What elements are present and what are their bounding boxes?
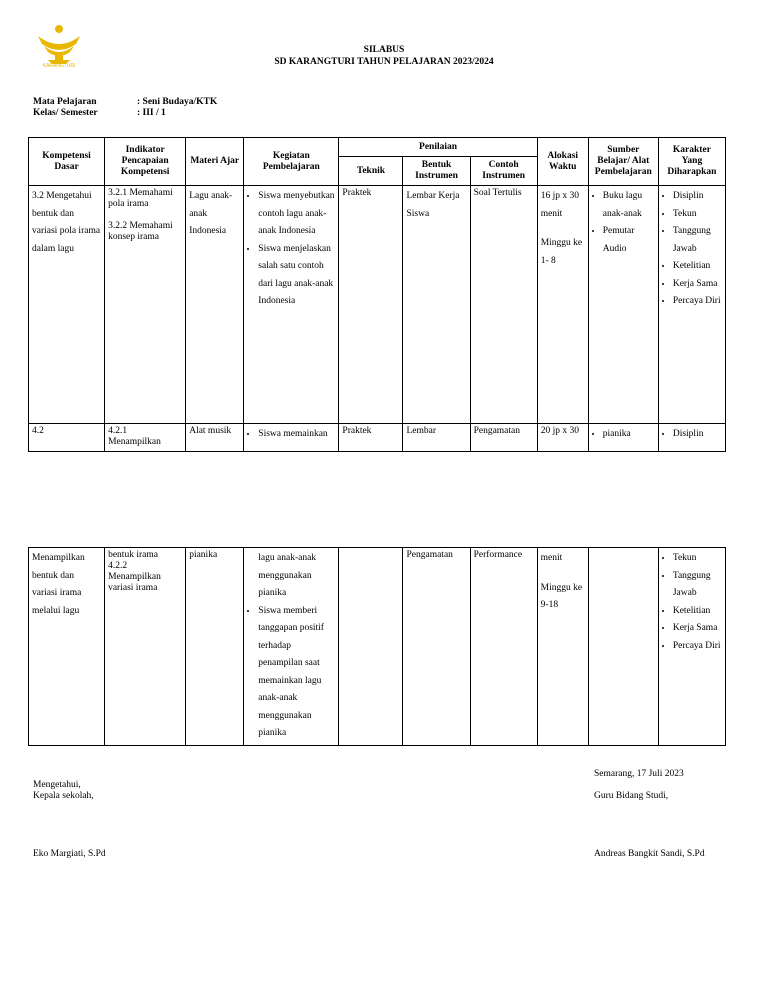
cell-teknik: Praktek <box>339 186 403 424</box>
header-kegiatan: Kegiatan Pembelajaran <box>244 138 339 186</box>
cell-teknik: Praktek <box>339 424 403 452</box>
list-item: • pianika <box>603 426 655 444</box>
bullet-list <box>662 188 722 311</box>
list-item: • Disiplin <box>673 426 722 444</box>
cell-kegiatan <box>244 186 339 424</box>
logo-label: KARANGTURI <box>42 63 76 69</box>
bullet-list <box>662 550 722 655</box>
footer-acknowledge: Mengetahui, <box>33 780 81 790</box>
header-teknik: Teknik <box>339 157 403 186</box>
list-item: • Siswa memberi tanggapan positif terhadap penampilan saat memainkan lagu anak-anak menggunakan pianika <box>258 603 335 743</box>
alokasi-week: Minggu ke 9-18 <box>540 582 583 610</box>
cell-ipk: 4.2.1 Menampilkan <box>105 424 186 452</box>
ipk-item: 3.2.2 Memahami konsep irama <box>108 221 173 242</box>
bullet-list <box>247 603 335 743</box>
alokasi-time: 16 jp x 30 menit <box>540 191 579 219</box>
list-item: • Tanggung Jawab <box>673 223 722 258</box>
kegiatan-continuation: lagu anak-anak menggunakan pianika <box>258 553 317 598</box>
cell-materi: Lagu anak-anak Indonesia <box>186 186 244 424</box>
list-item: • Kerja Sama <box>673 620 722 638</box>
list-item: • Percaya Diri <box>673 638 722 656</box>
footer-principal-role: Kepala sekolah, <box>33 791 94 801</box>
table-row <box>29 186 726 424</box>
doc-title: SILABUS <box>363 45 405 55</box>
subject-value: : Seni Budaya/KTK <box>137 97 218 107</box>
syllabus-table-page2 <box>28 547 726 746</box>
class-label: Kelas/ Semester <box>33 108 98 118</box>
header-sumber: Sumber Belajar/ Alat Pembelajaran <box>588 138 658 186</box>
cell-bentuk: Pengamatan <box>403 548 470 746</box>
cell-karakter <box>658 424 725 452</box>
cell-sumber <box>588 424 658 452</box>
cell-karakter <box>658 186 725 424</box>
list-item: • Tekun <box>673 206 722 224</box>
bullet-list <box>662 426 722 444</box>
header-karakter: Karakter Yang Diharapkan <box>658 138 725 186</box>
header-kd: Kompetensi Dasar <box>29 138 105 186</box>
cell-kd: 3.2 Mengetahui bentuk dan variasi pola irama dalam lagu <box>29 186 105 424</box>
header-bentuk: Bentuk Instrumen <box>403 157 470 186</box>
list-item: • Percaya Diri <box>673 293 722 311</box>
footer-date: Semarang, 17 Juli 2023 <box>594 769 684 779</box>
table-row <box>29 424 726 452</box>
footer-teacher-name: Andreas Bangkit Sandi, S.Pd <box>594 849 705 859</box>
cell-alokasi <box>537 548 588 746</box>
cell-contoh: Soal Tertulis <box>470 186 537 424</box>
list-item: • Kerja Sama <box>673 276 722 294</box>
list-item: • Siswa menyebutkan contoh lagu anak-anak Indonesia <box>258 188 335 241</box>
header-penilaian: Penilaian <box>339 138 537 157</box>
ipk-item: 3.2.1 Memahami pola irama <box>108 188 173 209</box>
bullet-list <box>247 188 335 311</box>
cell-contoh: Performance <box>470 548 537 746</box>
bullet-list <box>247 426 335 444</box>
cell-alokasi: 20 jp x 30 <box>537 424 588 452</box>
alokasi-week: Minggu ke 1- 8 <box>540 238 583 266</box>
ipk-item: 4.2.2 Menampilkan variasi irama <box>108 561 161 593</box>
cell-kd: 4.2 <box>29 424 105 452</box>
bullet-list <box>592 426 655 444</box>
list-item: • Siswa memainkan <box>258 426 335 444</box>
cell-sumber <box>588 186 658 424</box>
list-item: • Tanggung Jawab <box>673 568 722 603</box>
cell-karakter <box>658 548 725 746</box>
list-item: • Disiplin <box>673 188 722 206</box>
cell-kd: Menampilkan bentuk dan variasi irama melalui lagu <box>29 548 105 746</box>
header-alokasi: Alokasi Waktu <box>537 138 588 186</box>
bullet-list <box>592 188 655 258</box>
cell-sumber <box>588 548 658 746</box>
list-item: • Ketelitian <box>673 603 722 621</box>
ipk-item: bentuk irama <box>108 550 158 560</box>
list-item: • Buku lagu anak-anak <box>603 188 655 223</box>
cell-bentuk: Lembar Kerja Siswa <box>403 186 470 424</box>
cell-materi: pianika <box>186 548 244 746</box>
list-item: • Pemutar Audio <box>603 223 655 258</box>
footer-principal-name: Eko Margiati, S.Pd <box>33 849 106 859</box>
footer-teacher-role: Guru Bidang Studi, <box>594 791 669 801</box>
cell-kegiatan <box>244 548 339 746</box>
cell-ipk <box>105 548 186 746</box>
header-contoh: Contoh Instrumen <box>470 157 537 186</box>
cell-contoh: Pengamatan <box>470 424 537 452</box>
table-row <box>29 548 726 746</box>
doc-subtitle: SD KARANGTURI TAHUN PELAJARAN 2023/2024 <box>274 57 494 67</box>
cell-materi: Alat musik <box>186 424 244 452</box>
class-value: : III / 1 <box>137 108 166 118</box>
cell-kegiatan <box>244 424 339 452</box>
subject-label: Mata Pelajaran <box>33 97 97 107</box>
cell-bentuk: Lembar <box>403 424 470 452</box>
syllabus-table-page1 <box>28 137 726 452</box>
list-item: • Tekun <box>673 550 722 568</box>
cell-teknik <box>339 548 403 746</box>
header-materi: Materi Ajar <box>186 138 244 186</box>
header-ipk: Indikator Pencapaian Kompetensi <box>105 138 186 186</box>
cell-alokasi <box>537 186 588 424</box>
cell-ipk <box>105 186 186 424</box>
list-item: • Siswa menjelaskan salah satu contoh dari lagu anak-anak Indonesia <box>258 241 335 311</box>
list-item: • Ketelitian <box>673 258 722 276</box>
alokasi-time: menit <box>540 553 563 563</box>
